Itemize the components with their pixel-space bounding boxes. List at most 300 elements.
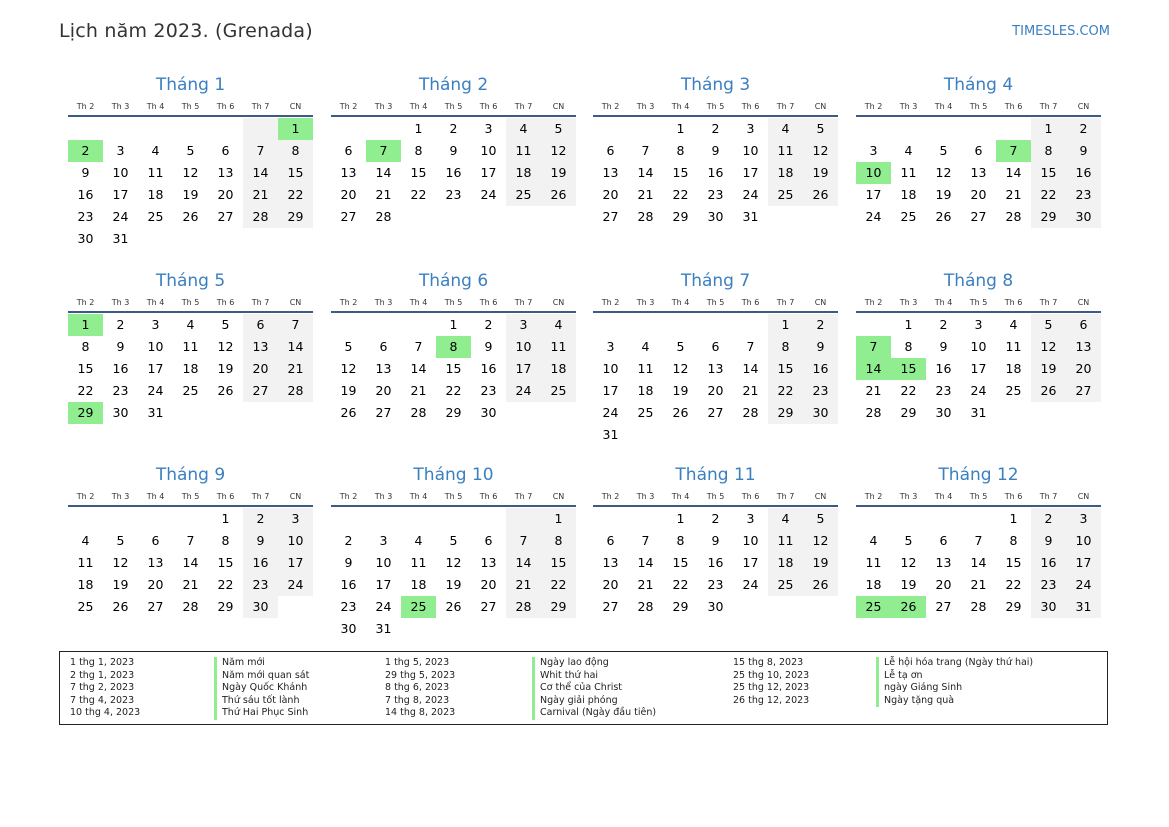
day-cell[interactable]: 31 <box>1066 596 1101 618</box>
day-cell[interactable]: 6 <box>344 143 353 158</box>
day-cell[interactable]: 21 <box>375 187 392 202</box>
day-cell[interactable]: 25 <box>147 209 164 224</box>
day-cell[interactable]: 19 <box>112 577 129 592</box>
day-cell[interactable]: 4 <box>768 508 803 530</box>
day-cell[interactable]: 24 <box>742 577 759 592</box>
day-cell[interactable]: 15 <box>1005 555 1022 570</box>
day-cell[interactable]: 9 <box>484 339 493 354</box>
day-cell[interactable]: 26 <box>445 599 462 614</box>
day-cell[interactable]: 11 <box>77 555 94 570</box>
day-cell[interactable]: 23 <box>1066 184 1101 206</box>
day-cell[interactable]: 3 <box>974 317 983 332</box>
day-cell[interactable]: 30 <box>480 405 497 420</box>
day-cell[interactable]: 7 <box>278 314 313 336</box>
day-cell[interactable]: 26 <box>112 599 129 614</box>
day-cell[interactable]: 23 <box>445 187 462 202</box>
day-cell[interactable]: 4 <box>1009 317 1018 332</box>
day-cell[interactable]: 18 <box>900 187 917 202</box>
day-cell[interactable]: 12 <box>672 361 689 376</box>
day-cell[interactable]: 18 <box>768 552 803 574</box>
day-cell[interactable]: 11 <box>900 165 917 180</box>
day-cell[interactable]: 16 <box>340 577 357 592</box>
day-cell[interactable]: 15 <box>541 552 576 574</box>
day-cell[interactable]: 21 <box>970 577 987 592</box>
day-cell[interactable]: 4 <box>151 143 160 158</box>
day-cell[interactable]: 14 <box>1005 165 1022 180</box>
day-cell[interactable]: 13 <box>147 555 164 570</box>
day-cell[interactable]: 31 <box>375 621 392 636</box>
day-cell[interactable]: 9 <box>1031 530 1066 552</box>
day-cell[interactable]: 14 <box>637 165 654 180</box>
day-cell[interactable]: 14 <box>856 358 891 380</box>
day-cell[interactable]: 25 <box>856 596 891 618</box>
day-cell[interactable]: 7 <box>641 143 650 158</box>
day-cell[interactable]: 5 <box>939 143 948 158</box>
day-cell[interactable]: 25 <box>541 380 576 402</box>
day-cell[interactable]: 14 <box>182 555 199 570</box>
day-cell[interactable]: 24 <box>1066 574 1101 596</box>
day-cell[interactable]: 22 <box>672 577 689 592</box>
day-cell[interactable]: 13 <box>480 555 497 570</box>
day-cell[interactable]: 18 <box>410 577 427 592</box>
day-cell[interactable]: 16 <box>707 165 724 180</box>
day-cell[interactable]: 16 <box>445 165 462 180</box>
day-cell[interactable]: 10 <box>480 143 497 158</box>
day-cell[interactable]: 27 <box>217 209 234 224</box>
day-cell[interactable]: 20 <box>935 577 952 592</box>
day-cell[interactable]: 28 <box>637 599 654 614</box>
day-cell[interactable]: 13 <box>243 336 278 358</box>
day-cell[interactable]: 30 <box>77 231 94 246</box>
day-cell[interactable]: 15 <box>672 165 689 180</box>
day-cell[interactable]: 22 <box>410 187 427 202</box>
day-cell[interactable]: 3 <box>484 121 493 136</box>
day-cell[interactable]: 14 <box>375 165 392 180</box>
day-cell[interactable]: 4 <box>869 533 878 548</box>
day-cell[interactable]: 25 <box>900 209 917 224</box>
day-cell[interactable]: 15 <box>891 358 926 380</box>
day-cell[interactable]: 29 <box>541 596 576 618</box>
day-cell[interactable]: 12 <box>935 165 952 180</box>
day-cell[interactable]: 2 <box>484 317 493 332</box>
day-cell[interactable]: 6 <box>151 533 160 548</box>
day-cell[interactable]: 5 <box>541 118 576 140</box>
day-cell[interactable]: 30 <box>340 621 357 636</box>
day-cell[interactable]: 24 <box>480 187 497 202</box>
day-cell[interactable]: 2 <box>1066 118 1101 140</box>
day-cell[interactable]: 5 <box>186 143 195 158</box>
day-cell[interactable]: 30 <box>1066 206 1101 228</box>
day-cell[interactable]: 12 <box>900 555 917 570</box>
day-cell[interactable]: 21 <box>410 383 427 398</box>
day-cell[interactable]: 29 <box>278 206 313 228</box>
day-cell[interactable]: 14 <box>278 336 313 358</box>
day-cell[interactable]: 30 <box>1031 596 1066 618</box>
day-cell[interactable]: 5 <box>803 508 838 530</box>
day-cell[interactable]: 31 <box>112 231 129 246</box>
day-cell[interactable]: 12 <box>541 140 576 162</box>
day-cell[interactable]: 22 <box>1005 577 1022 592</box>
day-cell[interactable]: 27 <box>602 209 619 224</box>
day-cell[interactable]: 17 <box>480 165 497 180</box>
day-cell[interactable]: 21 <box>506 574 541 596</box>
day-cell[interactable]: 20 <box>1066 358 1101 380</box>
day-cell[interactable]: 24 <box>742 187 759 202</box>
day-cell[interactable]: 25 <box>768 574 803 596</box>
day-cell[interactable]: 27 <box>707 405 724 420</box>
day-cell[interactable]: 4 <box>768 118 803 140</box>
day-cell[interactable]: 28 <box>970 599 987 614</box>
day-cell[interactable]: 14 <box>637 555 654 570</box>
day-cell[interactable]: 26 <box>803 574 838 596</box>
day-cell[interactable]: 2 <box>711 121 720 136</box>
day-cell[interactable]: 1 <box>1031 118 1066 140</box>
day-cell[interactable]: 8 <box>221 533 230 548</box>
day-cell[interactable]: 27 <box>970 209 987 224</box>
day-cell[interactable]: 31 <box>602 427 619 442</box>
day-cell[interactable]: 17 <box>278 552 313 574</box>
day-cell[interactable]: 18 <box>77 577 94 592</box>
day-cell[interactable]: 14 <box>410 361 427 376</box>
day-cell[interactable]: 28 <box>375 209 392 224</box>
day-cell[interactable]: 28 <box>1005 209 1022 224</box>
day-cell[interactable]: 10 <box>112 165 129 180</box>
day-cell[interactable]: 17 <box>970 361 987 376</box>
day-cell[interactable]: 18 <box>768 162 803 184</box>
day-cell[interactable]: 9 <box>803 336 838 358</box>
day-cell[interactable]: 11 <box>637 361 654 376</box>
day-cell[interactable]: 2 <box>68 140 103 162</box>
day-cell[interactable]: 27 <box>243 380 278 402</box>
day-cell[interactable]: 10 <box>856 162 891 184</box>
day-cell[interactable]: 23 <box>112 383 129 398</box>
day-cell[interactable]: 20 <box>602 577 619 592</box>
day-cell[interactable]: 5 <box>676 339 685 354</box>
day-cell[interactable]: 7 <box>974 533 983 548</box>
day-cell[interactable]: 14 <box>970 555 987 570</box>
day-cell[interactable]: 7 <box>243 140 278 162</box>
day-cell[interactable]: 25 <box>77 599 94 614</box>
day-cell[interactable]: 8 <box>436 336 471 358</box>
day-cell[interactable]: 1 <box>449 317 458 332</box>
day-cell[interactable]: 19 <box>541 162 576 184</box>
day-cell[interactable]: 22 <box>217 577 234 592</box>
day-cell[interactable]: 21 <box>637 187 654 202</box>
day-cell[interactable]: 28 <box>742 405 759 420</box>
day-cell[interactable]: 25 <box>768 184 803 206</box>
day-cell[interactable]: 20 <box>707 383 724 398</box>
day-cell[interactable]: 4 <box>506 118 541 140</box>
day-cell[interactable]: 12 <box>803 530 838 552</box>
day-cell[interactable]: 13 <box>217 165 234 180</box>
day-cell[interactable]: 17 <box>602 383 619 398</box>
day-cell[interactable]: 24 <box>112 209 129 224</box>
day-cell[interactable]: 9 <box>116 339 125 354</box>
day-cell[interactable]: 20 <box>243 358 278 380</box>
day-cell[interactable]: 9 <box>81 165 90 180</box>
day-cell[interactable]: 6 <box>711 339 720 354</box>
day-cell[interactable]: 27 <box>1066 380 1101 402</box>
day-cell[interactable]: 18 <box>182 361 199 376</box>
day-cell[interactable]: 29 <box>900 405 917 420</box>
day-cell[interactable]: 26 <box>340 405 357 420</box>
day-cell[interactable]: 10 <box>742 143 759 158</box>
day-cell[interactable]: 10 <box>278 530 313 552</box>
day-cell[interactable]: 12 <box>112 555 129 570</box>
day-cell[interactable]: 5 <box>116 533 125 548</box>
day-cell[interactable]: 1 <box>221 511 230 526</box>
site-link[interactable]: TIMESLES.COM <box>1012 24 1110 39</box>
day-cell[interactable]: 16 <box>1031 552 1066 574</box>
day-cell[interactable]: 24 <box>970 383 987 398</box>
day-cell[interactable]: 1 <box>68 314 103 336</box>
day-cell[interactable]: 24 <box>506 380 541 402</box>
day-cell[interactable]: 16 <box>707 555 724 570</box>
day-cell[interactable]: 5 <box>1031 314 1066 336</box>
day-cell[interactable]: 13 <box>340 165 357 180</box>
day-cell[interactable]: 30 <box>935 405 952 420</box>
day-cell[interactable]: 31 <box>742 209 759 224</box>
day-cell[interactable]: 3 <box>606 339 615 354</box>
day-cell[interactable]: 15 <box>445 361 462 376</box>
day-cell[interactable]: 23 <box>707 187 724 202</box>
day-cell[interactable]: 4 <box>541 314 576 336</box>
day-cell[interactable]: 17 <box>112 187 129 202</box>
day-cell[interactable]: 10 <box>742 533 759 548</box>
day-cell[interactable]: 8 <box>1009 533 1018 548</box>
day-cell[interactable]: 7 <box>641 533 650 548</box>
day-cell[interactable]: 19 <box>340 383 357 398</box>
day-cell[interactable]: 2 <box>116 317 125 332</box>
day-cell[interactable]: 19 <box>672 383 689 398</box>
day-cell[interactable]: 16 <box>480 361 497 376</box>
day-cell[interactable]: 19 <box>182 187 199 202</box>
day-cell[interactable]: 20 <box>217 187 234 202</box>
day-cell[interactable]: 10 <box>602 361 619 376</box>
day-cell[interactable]: 11 <box>768 140 803 162</box>
day-cell[interactable]: 22 <box>278 184 313 206</box>
day-cell[interactable]: 12 <box>1031 336 1066 358</box>
day-cell[interactable]: 3 <box>379 533 388 548</box>
day-cell[interactable]: 10 <box>375 555 392 570</box>
day-cell[interactable]: 14 <box>506 552 541 574</box>
day-cell[interactable]: 23 <box>480 383 497 398</box>
day-cell[interactable]: 13 <box>707 361 724 376</box>
day-cell[interactable]: 21 <box>182 577 199 592</box>
day-cell[interactable]: 6 <box>221 143 230 158</box>
day-cell[interactable]: 4 <box>81 533 90 548</box>
day-cell[interactable]: 17 <box>506 358 541 380</box>
day-cell[interactable]: 13 <box>602 165 619 180</box>
day-cell[interactable]: 14 <box>742 361 759 376</box>
day-cell[interactable]: 11 <box>1005 339 1022 354</box>
day-cell[interactable]: 6 <box>939 533 948 548</box>
day-cell[interactable]: 3 <box>746 121 755 136</box>
day-cell[interactable]: 9 <box>449 143 458 158</box>
day-cell[interactable]: 29 <box>672 599 689 614</box>
day-cell[interactable]: 30 <box>243 596 278 618</box>
day-cell[interactable]: 6 <box>974 143 983 158</box>
day-cell[interactable]: 19 <box>217 361 234 376</box>
day-cell[interactable]: 28 <box>506 596 541 618</box>
day-cell[interactable]: 11 <box>410 555 427 570</box>
day-cell[interactable]: 6 <box>379 339 388 354</box>
day-cell[interactable]: 8 <box>541 530 576 552</box>
day-cell[interactable]: 12 <box>803 140 838 162</box>
day-cell[interactable]: 21 <box>243 184 278 206</box>
day-cell[interactable]: 14 <box>243 162 278 184</box>
day-cell[interactable]: 11 <box>182 339 199 354</box>
day-cell[interactable]: 12 <box>340 361 357 376</box>
day-cell[interactable]: 31 <box>147 405 164 420</box>
day-cell[interactable]: 13 <box>375 361 392 376</box>
day-cell[interactable]: 12 <box>445 555 462 570</box>
day-cell[interactable]: 22 <box>1031 184 1066 206</box>
day-cell[interactable]: 22 <box>768 380 803 402</box>
day-cell[interactable]: 2 <box>939 317 948 332</box>
day-cell[interactable]: 18 <box>865 577 882 592</box>
day-cell[interactable]: 24 <box>147 383 164 398</box>
day-cell[interactable]: 28 <box>637 209 654 224</box>
day-cell[interactable]: 11 <box>147 165 164 180</box>
day-cell[interactable]: 17 <box>375 577 392 592</box>
day-cell[interactable]: 12 <box>182 165 199 180</box>
day-cell[interactable]: 16 <box>243 552 278 574</box>
day-cell[interactable]: 16 <box>1066 162 1101 184</box>
day-cell[interactable]: 2 <box>449 121 458 136</box>
day-cell[interactable]: 29 <box>672 209 689 224</box>
day-cell[interactable]: 2 <box>1031 508 1066 530</box>
day-cell[interactable]: 22 <box>541 574 576 596</box>
day-cell[interactable]: 1 <box>1009 511 1018 526</box>
day-cell[interactable]: 5 <box>904 533 913 548</box>
day-cell[interactable]: 3 <box>506 314 541 336</box>
day-cell[interactable]: 9 <box>1066 140 1101 162</box>
day-cell[interactable]: 26 <box>891 596 926 618</box>
day-cell[interactable]: 3 <box>1066 508 1101 530</box>
day-cell[interactable]: 22 <box>672 187 689 202</box>
day-cell[interactable]: 28 <box>865 405 882 420</box>
day-cell[interactable]: 15 <box>1031 162 1066 184</box>
day-cell[interactable]: 6 <box>606 143 615 158</box>
day-cell[interactable]: 21 <box>278 358 313 380</box>
day-cell[interactable]: 23 <box>77 209 94 224</box>
day-cell[interactable]: 23 <box>803 380 838 402</box>
day-cell[interactable]: 15 <box>672 555 689 570</box>
day-cell[interactable]: 5 <box>221 317 230 332</box>
day-cell[interactable]: 10 <box>970 339 987 354</box>
day-cell[interactable]: 29 <box>1031 206 1066 228</box>
day-cell[interactable]: 3 <box>151 317 160 332</box>
day-cell[interactable]: 3 <box>278 508 313 530</box>
day-cell[interactable]: 28 <box>278 380 313 402</box>
day-cell[interactable]: 2 <box>243 508 278 530</box>
day-cell[interactable]: 1 <box>676 121 685 136</box>
day-cell[interactable]: 25 <box>182 383 199 398</box>
day-cell[interactable]: 22 <box>445 383 462 398</box>
day-cell[interactable]: 6 <box>243 314 278 336</box>
day-cell[interactable]: 29 <box>768 402 803 424</box>
day-cell[interactable]: 19 <box>803 162 838 184</box>
day-cell[interactable]: 1 <box>278 118 313 140</box>
day-cell[interactable]: 12 <box>217 339 234 354</box>
day-cell[interactable]: 15 <box>768 358 803 380</box>
day-cell[interactable]: 25 <box>1005 383 1022 398</box>
day-cell[interactable]: 9 <box>939 339 948 354</box>
day-cell[interactable]: 30 <box>803 402 838 424</box>
day-cell[interactable]: 18 <box>147 187 164 202</box>
day-cell[interactable]: 10 <box>147 339 164 354</box>
day-cell[interactable]: 19 <box>803 552 838 574</box>
day-cell[interactable]: 11 <box>768 530 803 552</box>
day-cell[interactable]: 19 <box>1031 358 1066 380</box>
day-cell[interactable]: 18 <box>541 358 576 380</box>
day-cell[interactable]: 8 <box>768 336 803 358</box>
day-cell[interactable]: 27 <box>602 599 619 614</box>
day-cell[interactable]: 6 <box>606 533 615 548</box>
day-cell[interactable]: 18 <box>1005 361 1022 376</box>
day-cell[interactable]: 26 <box>672 405 689 420</box>
day-cell[interactable]: 23 <box>707 577 724 592</box>
day-cell[interactable]: 28 <box>182 599 199 614</box>
day-cell[interactable]: 30 <box>707 209 724 224</box>
day-cell[interactable]: 24 <box>865 209 882 224</box>
day-cell[interactable]: 29 <box>445 405 462 420</box>
day-cell[interactable]: 3 <box>116 143 125 158</box>
day-cell[interactable]: 3 <box>869 143 878 158</box>
day-cell[interactable]: 9 <box>711 533 720 548</box>
day-cell[interactable]: 2 <box>803 314 838 336</box>
day-cell[interactable]: 30 <box>707 599 724 614</box>
day-cell[interactable]: 10 <box>506 336 541 358</box>
day-cell[interactable]: 17 <box>1066 552 1101 574</box>
day-cell[interactable]: 22 <box>900 383 917 398</box>
day-cell[interactable]: 7 <box>996 140 1031 162</box>
day-cell[interactable]: 5 <box>344 339 353 354</box>
day-cell[interactable]: 11 <box>506 140 541 162</box>
day-cell[interactable]: 7 <box>414 339 423 354</box>
day-cell[interactable]: 29 <box>1005 599 1022 614</box>
day-cell[interactable]: 7 <box>366 140 401 162</box>
day-cell[interactable]: 16 <box>935 361 952 376</box>
day-cell[interactable]: 21 <box>1005 187 1022 202</box>
day-cell[interactable]: 26 <box>935 209 952 224</box>
day-cell[interactable]: 25 <box>401 596 436 618</box>
day-cell[interactable]: 24 <box>278 574 313 596</box>
day-cell[interactable]: 26 <box>1031 380 1066 402</box>
day-cell[interactable]: 6 <box>1066 314 1101 336</box>
day-cell[interactable]: 19 <box>900 577 917 592</box>
day-cell[interactable]: 10 <box>1066 530 1101 552</box>
day-cell[interactable]: 8 <box>278 140 313 162</box>
day-cell[interactable]: 4 <box>904 143 913 158</box>
day-cell[interactable]: 1 <box>676 511 685 526</box>
day-cell[interactable]: 20 <box>480 577 497 592</box>
day-cell[interactable]: 23 <box>340 599 357 614</box>
day-cell[interactable]: 21 <box>637 577 654 592</box>
day-cell[interactable]: 23 <box>243 574 278 596</box>
day-cell[interactable]: 25 <box>637 405 654 420</box>
day-cell[interactable]: 13 <box>970 165 987 180</box>
day-cell[interactable]: 20 <box>147 577 164 592</box>
day-cell[interactable]: 13 <box>1066 336 1101 358</box>
day-cell[interactable]: 22 <box>77 383 94 398</box>
day-cell[interactable]: 1 <box>414 121 423 136</box>
day-cell[interactable]: 23 <box>1031 574 1066 596</box>
day-cell[interactable]: 5 <box>449 533 458 548</box>
day-cell[interactable]: 19 <box>935 187 952 202</box>
day-cell[interactable]: 1 <box>541 508 576 530</box>
